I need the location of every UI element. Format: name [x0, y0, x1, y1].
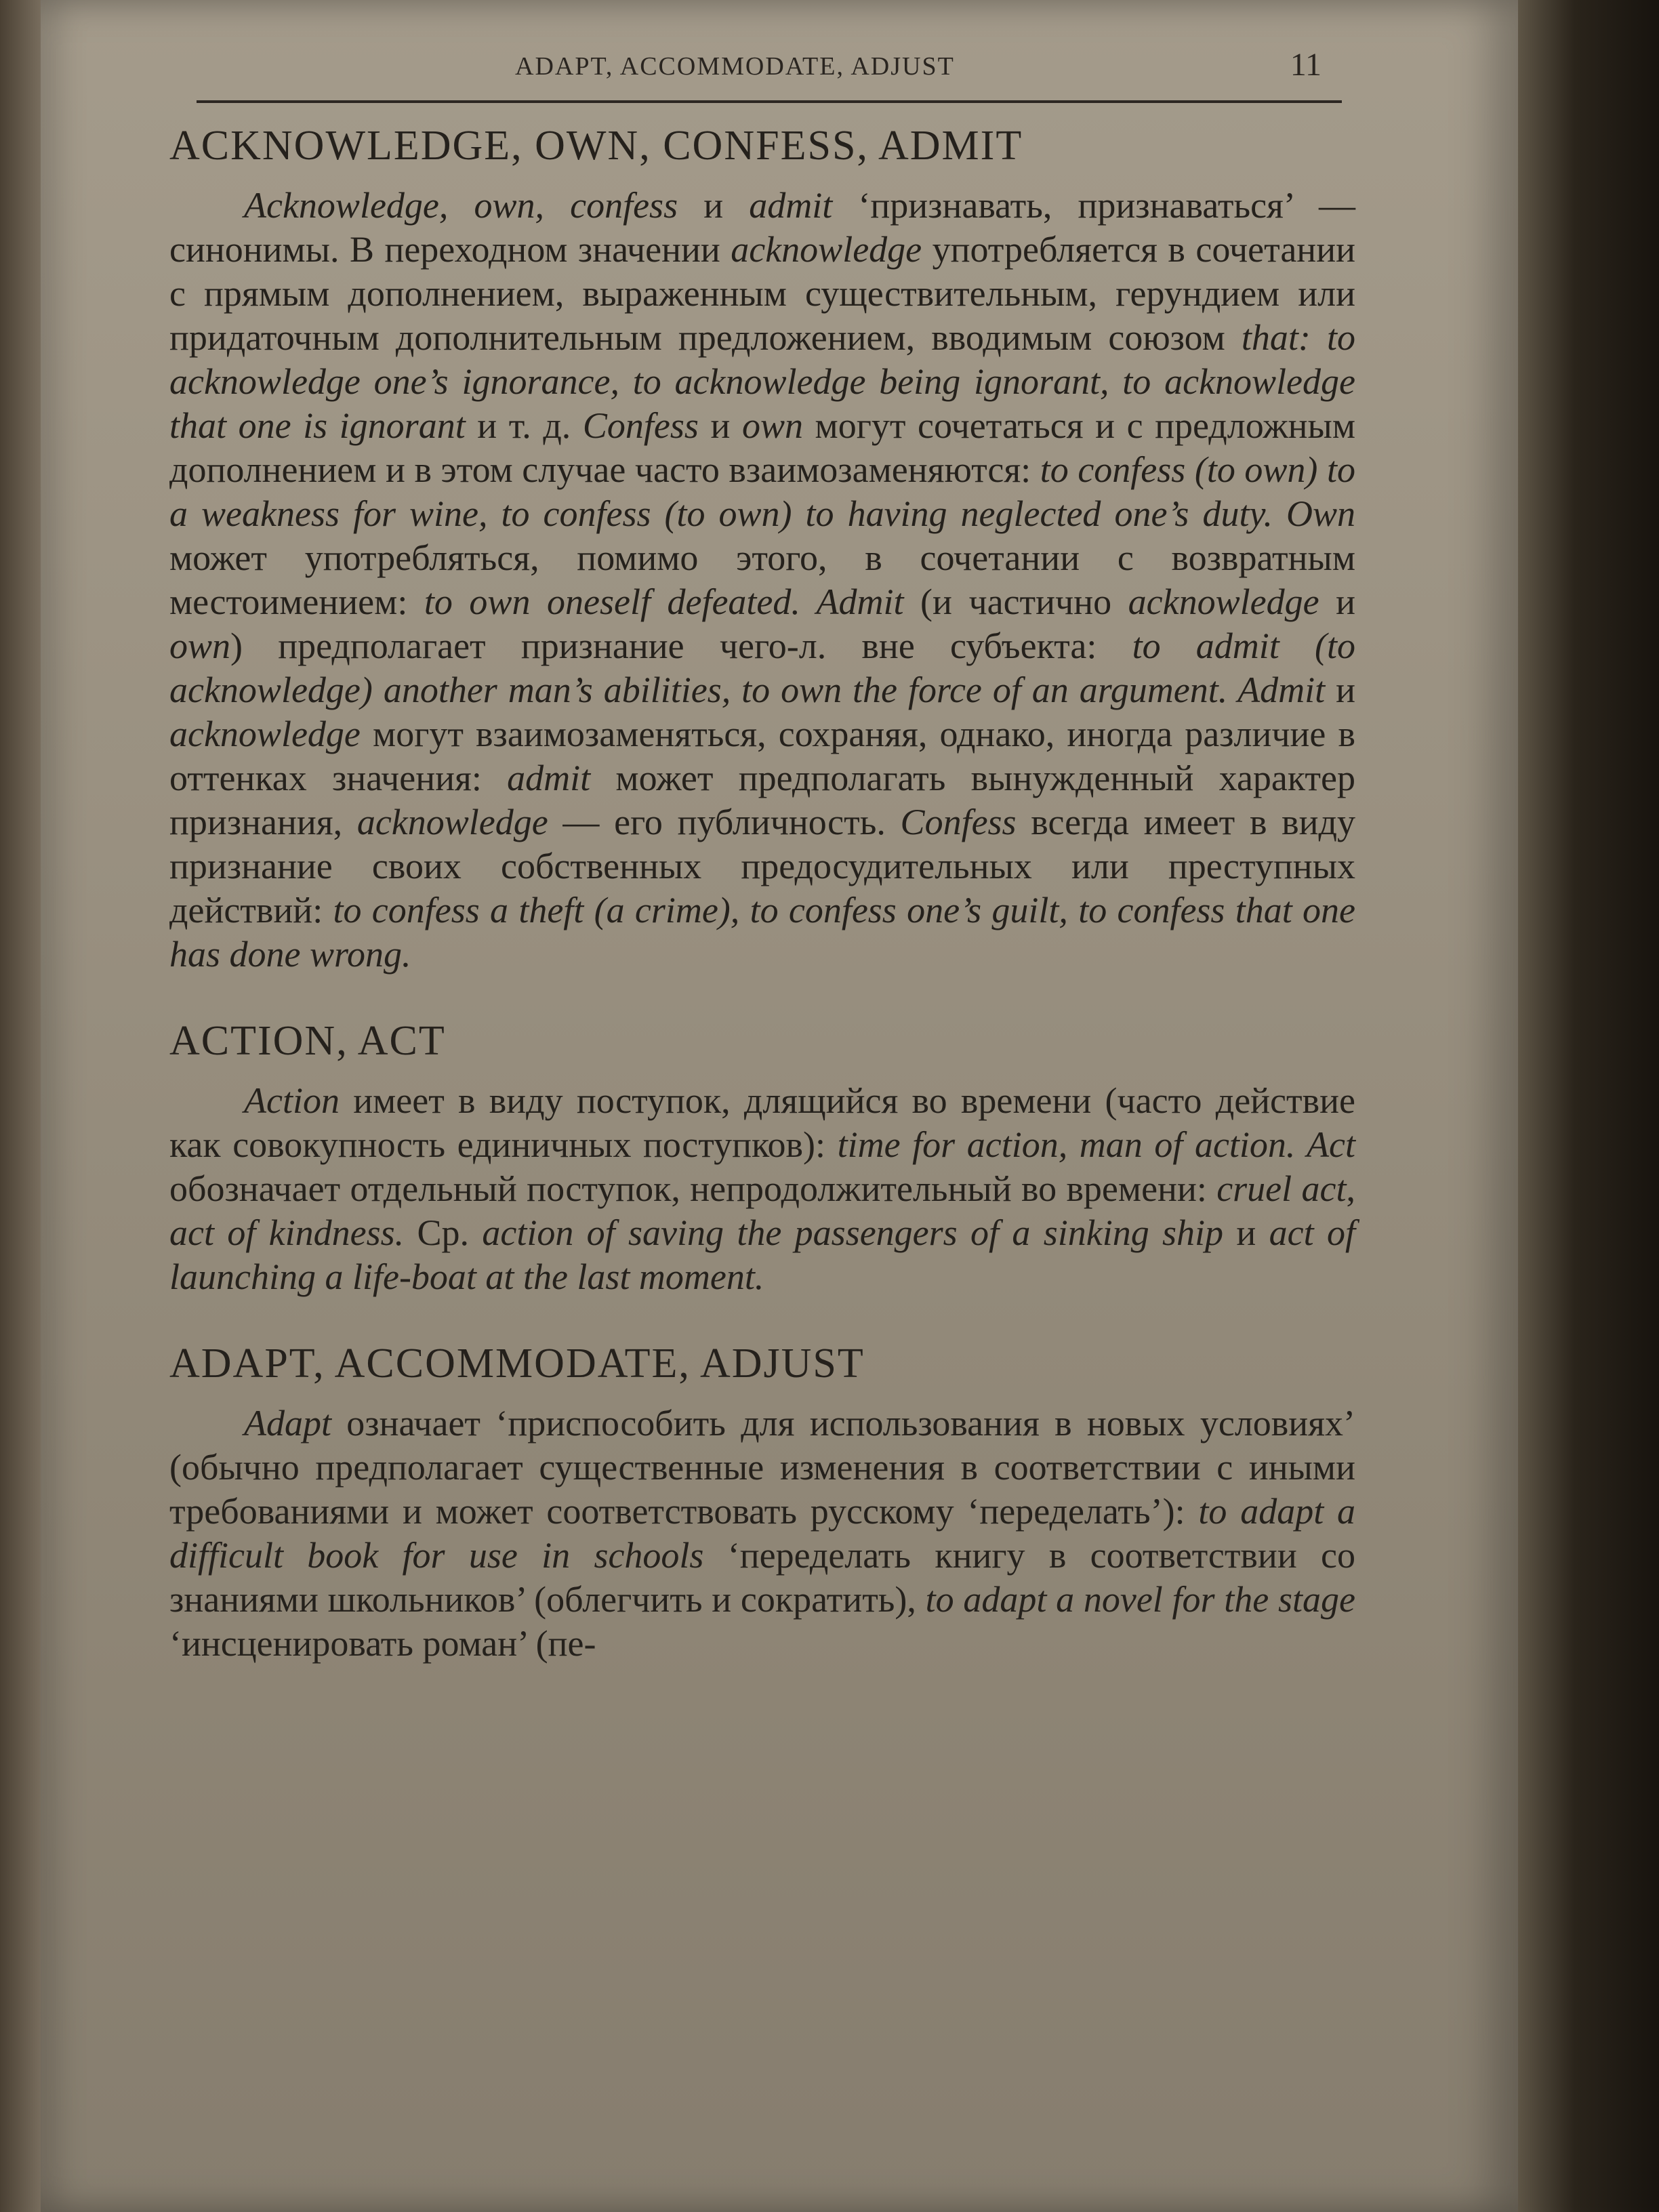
italic-term: to admit (to acknowledge) another man’s abilities, to own the force of an argument. Admit: [169, 626, 1355, 710]
body-text: и: [1223, 1212, 1269, 1253]
italic-term: act of launching a life-boat at the last moment.: [169, 1212, 1355, 1297]
entry-adapt: [169, 1340, 1355, 1666]
body-text: ‘переделать книгу в соответствии со знаниями школьников’ (облегчить и сократить),: [169, 1535, 1355, 1620]
italic-term: action of saving the passengers of a sinking ship: [482, 1212, 1224, 1253]
italic-term: acknowledge: [1128, 581, 1319, 622]
page-number: 11: [1290, 47, 1322, 83]
italic-term: time for action, man of action. Act: [837, 1124, 1355, 1165]
body-text: может предполагать вынужденный характер признания,: [169, 758, 1355, 842]
body-text: ) предполагает признание чего-л. вне субъекта:: [230, 626, 1132, 666]
italic-term: acknowledge: [356, 802, 548, 842]
italic-term: to own oneself defeated. Admit: [424, 581, 904, 622]
body-text: имеет в виду поступок, длящийся во времени (часто действие как совокупность единичных поступков):: [169, 1080, 1355, 1165]
body-text: ‘признавать, признаваться’ — синонимы. В переходном значении: [169, 185, 1355, 270]
italic-term: admit: [749, 185, 833, 226]
entry-body: [169, 1401, 1355, 1666]
body-text: может употребляться, помимо этого, в сочетании с возвратным местоимением:: [169, 537, 1355, 622]
italic-term: cruel act: [1216, 1168, 1347, 1209]
body-text: ‘инсценировать роман’ (пе-: [169, 1623, 596, 1664]
running-head: [197, 39, 1342, 103]
body-text: употребляется в сочетании с прямым дополнением, выраженным существительным, герундием или придаточным дополнительным предложением, вводимым союзом: [169, 229, 1355, 358]
body-text: означает ‘приспособить для использования в новых условиях’ (обычно предполагает существенные изменения в соответствии с иными требованиями и может соответствовать русскому ‘переделать’):: [169, 1403, 1355, 1532]
page-content: [169, 122, 1355, 1706]
italic-term: acknowledge: [731, 229, 922, 270]
italic-term: to confess a theft (a crime), to confess one’s guilt, to confess that one has done wrong.: [169, 890, 1355, 975]
running-head-title: ADAPT, ACCOMMODATE, ADJUST: [515, 52, 955, 81]
italic-term: Action: [244, 1080, 340, 1121]
body-text: всегда имеет в виду признание своих собственных предосудительных или преступных действий:: [169, 802, 1355, 930]
body-text: могут взаимозаменяться, сохраняя, однако, иногда различие в оттенках значения:: [169, 714, 1355, 798]
entry-body: [169, 184, 1355, 977]
italic-term: Confess: [582, 405, 699, 446]
italic-term: that: to acknowledge one’s ignorance, to acknowledge being ignorant, to acknowledge that one is ignorant: [169, 317, 1355, 446]
italic-term: admit: [507, 758, 591, 798]
italic-term: to adapt a difficult book for use in schools: [169, 1491, 1355, 1576]
italic-term: Acknowledge, own, confess: [244, 185, 678, 226]
body-text: и т. д.: [465, 405, 583, 446]
book-edge: [1518, 0, 1659, 2212]
entry-acknowledge: [169, 122, 1355, 977]
body-text: могут сочетаться и с предложным дополнением и в этом случае часто взаимозаменяются:: [169, 405, 1356, 490]
body-text: ,: [1346, 1168, 1355, 1209]
italic-term: Confess: [900, 802, 1017, 842]
body-text: Ср.: [404, 1212, 483, 1253]
body-text: — его публичность.: [548, 802, 901, 842]
body-text: и: [698, 405, 742, 446]
entry-body: [169, 1079, 1355, 1299]
italic-term: to adapt a novel for the stage: [925, 1579, 1355, 1620]
body-text: (и частично: [903, 581, 1128, 622]
body-text: и: [678, 185, 750, 226]
entry-heading: ACKNOWLEDGE, OWN, CONFESS, ADMIT: [169, 123, 1023, 169]
body-text: обозначает отдельный поступок, непродолжительный во времени:: [169, 1168, 1217, 1209]
italic-term: act of kindness.: [169, 1212, 405, 1253]
body-text: и: [1325, 670, 1355, 710]
italic-term: own: [169, 626, 231, 666]
italic-term: Adapt: [244, 1403, 331, 1443]
italic-term: acknowledge: [169, 714, 361, 754]
entry-heading: ACTION, ACT: [169, 1018, 446, 1064]
italic-term: own: [741, 405, 803, 446]
body-text: и: [1319, 581, 1355, 622]
italic-term: to confess (to own) to a weakness for wine, to confess (to own) to having neglected one’s duty. Own: [169, 449, 1355, 534]
entry-action: [169, 1017, 1355, 1299]
entry-heading: ADAPT, ACCOMMODATE, ADJUST: [169, 1340, 865, 1387]
